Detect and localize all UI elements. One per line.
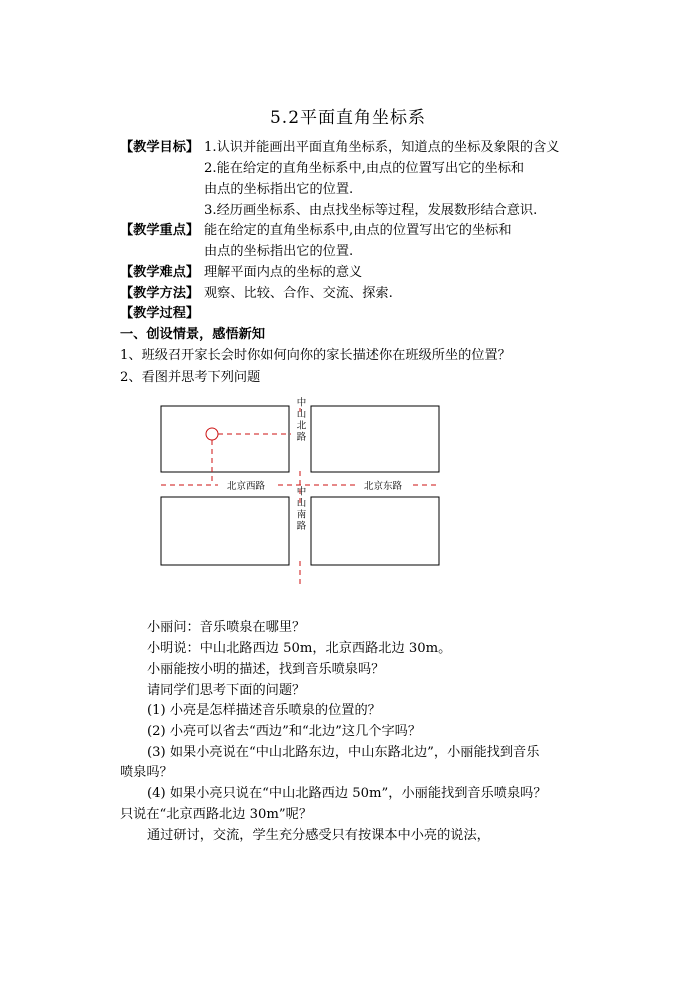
methods-label: 【教学方法】 xyxy=(120,286,200,301)
objective-item: 1.认识并能画出平面直角坐标系，知道点的坐标及象限的含义 xyxy=(204,140,560,155)
block-southwest xyxy=(161,497,289,565)
dialogue-line: 喷泉吗？ xyxy=(120,765,173,780)
dialogue-line: (2) 小亮可以省去“西边”和“北边”这几个字吗？ xyxy=(147,724,422,739)
methods-text: 观察、比较、合作、交流、探索. xyxy=(204,286,393,301)
objective-item: 3.经历画坐标系、由点找坐标等过程，发展数形结合意识. xyxy=(204,203,538,218)
dialogue-line: 只说在“北京西路北边 30m”呢？ xyxy=(120,807,313,822)
block-northeast xyxy=(311,406,439,472)
objectives-label: 【教学目标】 xyxy=(120,140,200,155)
keypoint-item: 能在给定的直角坐标系中,由点的位置写出它的坐标和 xyxy=(204,223,512,238)
road-label-east: 北京东路 xyxy=(363,481,403,492)
dialogue-line: 通过研讨，交流，学生充分感受只有按课本中小亮的说法， xyxy=(147,828,490,843)
page-title: 5.2平面直角坐标系 xyxy=(269,108,427,128)
question-2: 2、看图并思考下列问题 xyxy=(120,370,261,385)
keypoints-label: 【教学重点】 xyxy=(120,223,200,238)
keypoint-item: 由点的坐标指出它的位置. xyxy=(204,244,354,259)
road-label-south: 中山南路 xyxy=(294,486,306,532)
dialogue-line: 小丽问：音乐喷泉在哪里？ xyxy=(147,620,306,635)
dialogue-line: 请同学们思考下面的问题？ xyxy=(147,683,306,698)
objective-item: 由点的坐标指出它的位置. xyxy=(204,182,354,197)
road-label-north: 中山北路 xyxy=(294,397,306,443)
difficulty-text: 理解平面内点的坐标的意义 xyxy=(204,265,363,280)
difficulty-label: 【教学难点】 xyxy=(120,265,200,280)
dialogue-line: 小丽能按小明的描述，找到音乐喷泉吗？ xyxy=(147,662,385,677)
question-1: 1、班级召开家长会时你如何向你的家长描述你在班级所坐的位置？ xyxy=(120,348,511,363)
process-label: 【教学过程】 xyxy=(120,306,200,321)
objective-item: 2.能在给定的直角坐标系中,由点的位置写出它的坐标和 xyxy=(204,161,525,176)
fountain-marker xyxy=(206,428,218,440)
dialogue-line: (4) 如果小亮只说在“中山北路西边 50m”，小丽能找到音乐喷泉吗？ xyxy=(147,786,547,801)
block-southeast xyxy=(311,497,439,565)
road-label-west: 北京西路 xyxy=(226,481,266,492)
section-heading: 一、创设情景，感悟新知 xyxy=(120,327,266,342)
block-northwest xyxy=(161,406,289,472)
dialogue-line: (1) 小亮是怎样描述音乐喷泉的位置的？ xyxy=(147,703,381,718)
dialogue-line: 小明说：中山北路西边 50m，北京西路北边 30m。 xyxy=(147,641,452,656)
dialogue-line: (3) 如果小亮说在“中山北路东边，中山东路北边”，小丽能找到音乐 xyxy=(147,745,540,760)
